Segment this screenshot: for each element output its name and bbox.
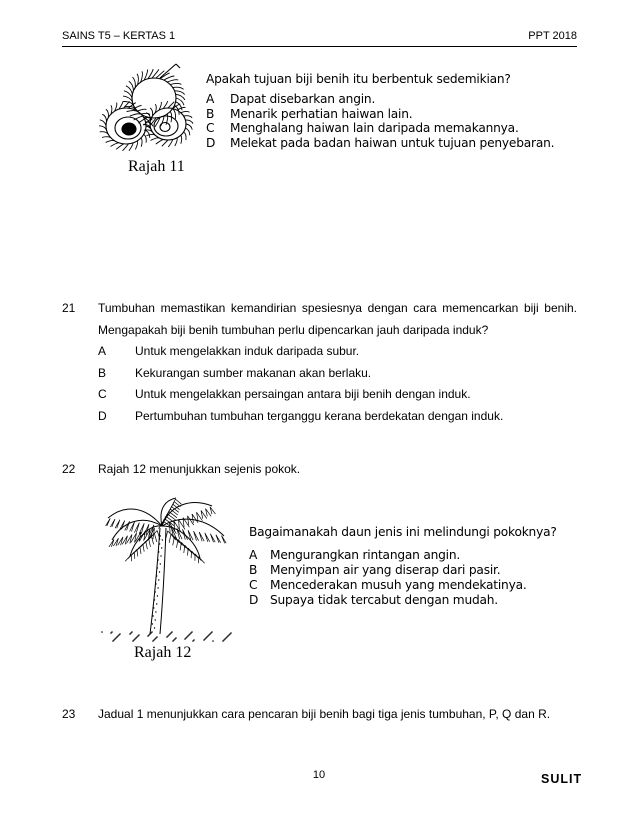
question-21-line1: Tumbuhan memastikan kemandirian spesiesnya dengan cara memencarkan biji benih. bbox=[98, 301, 577, 315]
option-text: Melekat pada badan haiwan untuk tujuan penyebaran. bbox=[230, 136, 555, 150]
option-text: Menghalang haiwan lain daripada memakannya. bbox=[230, 121, 519, 135]
option-letter: A bbox=[206, 92, 215, 106]
option-text: Dapat disebarkan angin. bbox=[230, 92, 376, 106]
question-23-stem: Jadual 1 menunjukkan cara pencaran biji benih bagi tiga jenis tumbuhan, P, Q dan R. bbox=[98, 707, 551, 721]
option-letter: B bbox=[249, 563, 258, 577]
page-header bbox=[62, 30, 577, 42]
option-letter: D bbox=[249, 593, 259, 607]
coconut-palm-drawing bbox=[100, 496, 240, 646]
figure-11-question: Apakah tujuan biji benih itu berbentuk sedemikian? bbox=[206, 72, 511, 86]
header-exam: PPT 2018 bbox=[528, 30, 577, 42]
question-number: 22 bbox=[62, 462, 76, 476]
option-letter: A bbox=[249, 548, 258, 562]
option-text: Mengurangkan rintangan angin. bbox=[270, 548, 461, 562]
option-text: Supaya tidak tercabut dengan mudah. bbox=[270, 593, 498, 607]
option-letter: A bbox=[98, 344, 107, 358]
sulit-label: SULIT bbox=[541, 772, 583, 786]
option-text: Untuk mengelakkan persaingan antara biji benih dengan induk. bbox=[135, 387, 471, 401]
option-text: Untuk mengelakkan induk daripada subur. bbox=[135, 344, 360, 358]
option-letter: C bbox=[206, 121, 215, 135]
question-22-stem: Rajah 12 menunjukkan sejenis pokok. bbox=[98, 462, 301, 476]
question-number: 23 bbox=[62, 707, 76, 721]
question-number: 21 bbox=[62, 301, 76, 315]
figure-12-caption: Rajah 12 bbox=[134, 644, 192, 661]
option-letter: D bbox=[206, 136, 216, 150]
question-21-line2: Mengapakah biji benih tumbuhan perlu dipencarkan jauh daripada induk? bbox=[98, 323, 489, 337]
option-text: Mencederakan musuh yang mendekatinya. bbox=[270, 578, 527, 592]
option-text: Menyimpan air yang diserap dari pasir. bbox=[270, 563, 501, 577]
figure-12-question: Bagaimanakah daun jenis ini melindungi pokoknya? bbox=[249, 525, 557, 539]
option-text: Pertumbuhan tumbuhan terganggu kerana berdekatan dengan induk. bbox=[135, 409, 504, 423]
header-subject: SAINS T5 – KERTAS 1 bbox=[62, 30, 176, 42]
option-letter: B bbox=[206, 107, 215, 121]
option-text: Kekurangan sumber makanan akan berlaku. bbox=[135, 366, 372, 380]
option-letter: C bbox=[98, 387, 107, 401]
option-letter: B bbox=[98, 366, 107, 380]
figure-11-caption: Rajah 11 bbox=[128, 158, 185, 175]
option-text: Menarik perhatian haiwan lain. bbox=[230, 107, 413, 121]
option-letter: C bbox=[249, 578, 258, 592]
option-letter: D bbox=[98, 409, 107, 423]
header-divider bbox=[62, 46, 577, 47]
page-number: 10 bbox=[312, 769, 326, 781]
